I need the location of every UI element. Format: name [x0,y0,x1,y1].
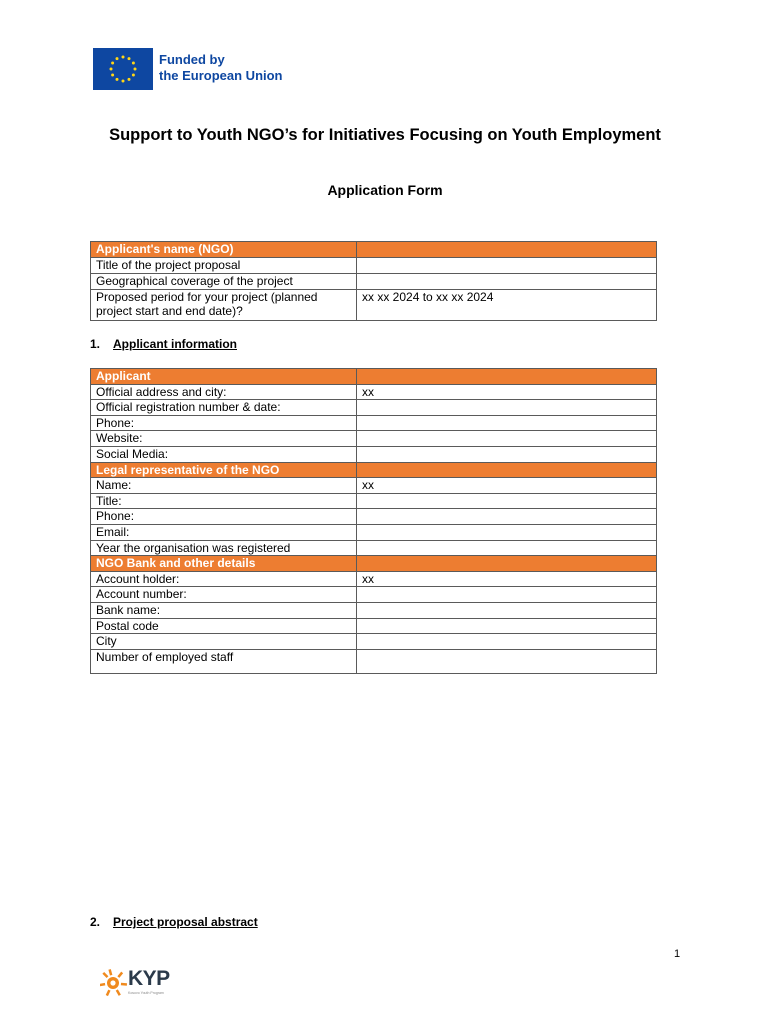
table-row [91,258,657,274]
document-title: Support to Youth NGO’s for Initiatives Focusing on Youth Employment [109,126,661,144]
group-header: Applicant [91,369,357,385]
row-value-field[interactable]: xx xx 2024 to xx xx 2024 [357,290,657,321]
section-number: 2. [90,915,101,929]
table-row [91,274,657,290]
kyp-logo [100,966,185,1000]
table-row [91,524,657,540]
eu-logo-line2: the European Union [159,68,283,83]
row-label: City [91,634,357,650]
table-row [91,649,657,673]
table-header-row [91,242,657,258]
row-value-field[interactable] [357,415,657,431]
table-header-row [91,369,657,385]
table-row [91,509,657,525]
applicant-name-field[interactable] [357,242,657,258]
table-row [91,634,657,650]
row-value-field[interactable] [357,400,657,416]
row-value-field[interactable] [357,446,657,462]
table-row [91,478,657,494]
table-row [91,602,657,618]
table-row [91,415,657,431]
table-row [91,571,657,587]
row-label: Official registration number & date: [91,400,357,416]
row-value-field[interactable] [357,634,657,650]
row-label: Account number: [91,587,357,603]
row-label: Geographical coverage of the project [91,274,357,290]
section-heading-abstract [90,915,258,929]
row-label: Title of the project proposal [91,258,357,274]
eu-flag-icon [93,48,153,90]
row-label: Account holder: [91,571,357,587]
group-header: Legal representative of the NGO [91,462,357,478]
row-label: Phone: [91,509,357,525]
row-value-field[interactable]: xx [357,384,657,400]
table-row [91,290,657,321]
kyp-logo-tagline: Kosovo Youth Program [128,991,164,995]
section-heading-applicant-info [90,337,237,351]
row-label: Name: [91,478,357,494]
table-row [91,384,657,400]
page-number: 1 [674,948,681,960]
table-row [91,400,657,416]
project-summary-table [90,241,657,321]
row-value-field[interactable]: xx [357,571,657,587]
table-header-row [91,556,657,572]
row-value-field[interactable] [357,274,657,290]
eu-funding-logo [93,48,289,90]
kyp-sun-icon [100,966,128,998]
group-header: NGO Bank and other details [91,556,357,572]
row-value-field[interactable] [357,524,657,540]
row-label: Number of employed staff [91,649,357,673]
table-row [91,587,657,603]
row-value-field[interactable]: xx [357,478,657,494]
row-value-field[interactable] [357,431,657,447]
row-value-field[interactable] [357,258,657,274]
row-value-field[interactable] [357,540,657,556]
row-label: Phone: [91,415,357,431]
applicant-info-table [90,368,657,674]
row-label: Year the organisation was registered [91,540,357,556]
row-label: Bank name: [91,602,357,618]
eu-logo-line1: Funded by [159,52,225,67]
document-subtitle: Application Form [327,182,443,198]
table-header-row [91,462,657,478]
row-label: Email: [91,524,357,540]
row-label: Title: [91,493,357,509]
section-label: Project proposal abstract [113,915,258,929]
table-row [91,540,657,556]
row-label: Official address and city: [91,384,357,400]
table-row [91,493,657,509]
kyp-logo-text: KYP [128,967,170,990]
section-label: Applicant information [113,337,237,351]
row-label: Proposed period for your project (planned project start and end date)? [91,290,357,321]
table-row [91,618,657,634]
row-value-field[interactable] [357,587,657,603]
row-value-field[interactable] [357,493,657,509]
table-row [91,431,657,447]
table-row [91,446,657,462]
applicant-name-header: Applicant's name (NGO) [91,242,357,258]
row-label: Social Media: [91,446,357,462]
row-label: Website: [91,431,357,447]
row-value-field[interactable] [357,649,657,673]
row-value-field[interactable] [357,602,657,618]
section-number: 1. [90,337,101,351]
row-label: Postal code [91,618,357,634]
row-value-field[interactable] [357,509,657,525]
row-value-field[interactable] [357,618,657,634]
